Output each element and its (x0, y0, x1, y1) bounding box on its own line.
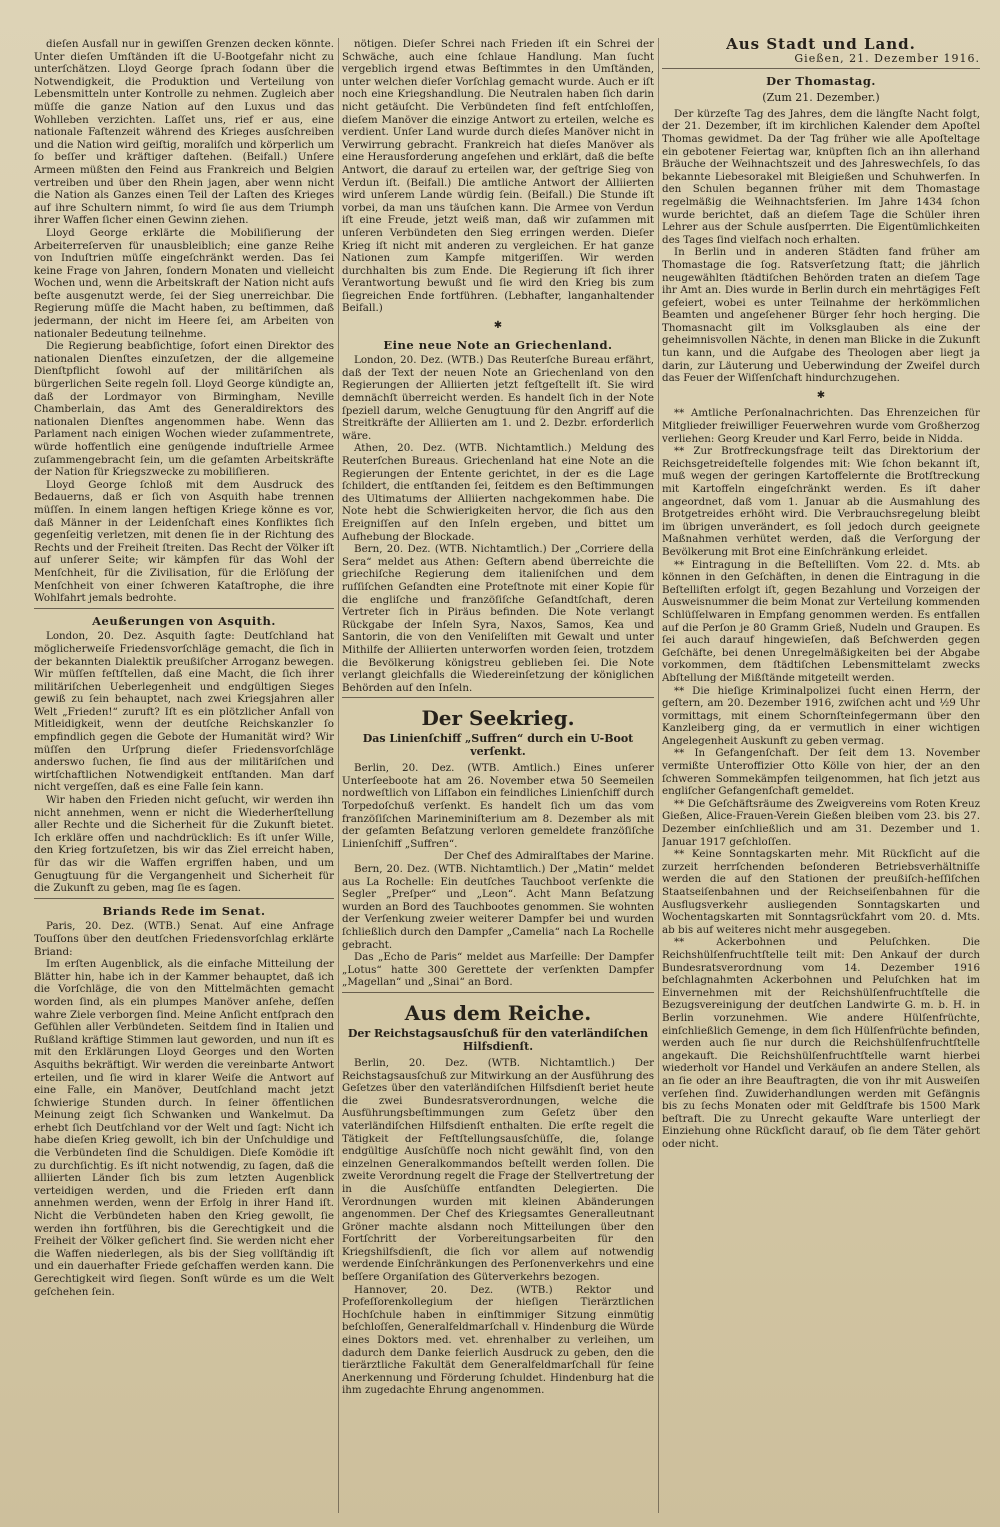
column-middle (342, 38, 654, 1513)
article-paragraph: Hannover, 20. Dez. (WTB.) Rektor und Profeſſorenkollegium der hieſigen Tierärztlichen Hochſchule haben in einſtimmiger Sitzung einmütig beſchloſſen, Generalfeldmarſchall v. Hindenburg die Würde eines Doktors med. vet. ehrenhalber zu verleihen, um dadurch dem Danke feierlich Ausdruck zu geben, den die tierärztliche Fakultät dem Generalfeldmarſchall für ſeine Anerkennung und Förderung ſchuldet. Hindenburg hat die ihm zugedachte Ehrung angenommen. (342, 1283, 654, 1397)
article-signature: Der Chef des Admiralſtabes der Marine. (443, 850, 654, 863)
news-item: ** Amtliche Perſonalnachrichten. Das Ehrenzeichen für Mitglieder freiwilliger Feuerwehren wurde vom Großherzog verliehen: Georg Kreuder und Karl Ferro, beide in Nidda. (662, 407, 980, 445)
section-heading-briand: Briands Rede im Senat. (102, 903, 266, 918)
article-paragraph: Lloyd George ſchloß mit dem Ausdruck des Bedauerns, daß er ſich von Asquith habe trennen müſſen. In einem langen heftigen Kriege könne es vor, daß Männer in der Leidenſchaft eines Konfliktes ſich gegenſeitig verletzen, mit denen ſie in der Richtung des Rechts und der Freiheit ſtreiten. Das Recht der Völker iſt auf unſerer Seite; wir kämpfen für das Wohl der Menſchheit, für die Zivilisation, für die Erlöſung der Menſchheit von einer ſchweren Kataſtrophe, die ihre Wohlfahrt jemals bedrohte. (34, 478, 334, 605)
article-paragraph: Im erſten Augenblick, als die einfache Mitteilung der Blätter hin, habe ich in der Kammer behauptet, daß ich die Vorſchläge, die von den Mittelmächten gemacht worden ſind, als ein plumpes Manöver anſehe, deſſen wahre Ziele verborgen ſind. Meine Anſicht entſprach den Gefühlen aller Verbündeten. Seitdem ſind in Italien und Rußland kräftige Stimmen laut geworden, und nun iſt es mit den Erklärungen Lloyd Georges und den Worten Asquiths bekräftigt. Wir werden die vereinbarte Antwort erteilen, und ſie wird in klarer Weiſe die Antwort auf eine Falle, ein Manöver, Deutſchland macht jetzt ſchwierige Stunden durch. In ſeiner öffentlichen Meinung zeigt ſich Schwanken und Wankelmut. Da erhebt ſich Deutſchland vor der Welt und ſagt: Nicht ich habe dieſen Krieg gewollt, ich bin der Unſchuldige und die Verbündeten ſind die Schuldigen. Dieſe Komödie iſt zu durchſichtig. Es iſt nicht notwendig, zu ſagen, daß die alliierten Länder ſich bis zum letzten Augenblick verteidigen werden, und die Frieden erſt dann annehmen werden, wenn der Erfolg in ihrer Hand iſt. Nicht die Verbündeten haben den Krieg gewollt, ſie werden ihn fortführen, bis die Gerechtigkeit und die Freiheit der Völker geſichert ſind. Sie werden nicht eher die Waffen niederlegen, als bis der Sieg vollſtändig iſt und ein dauerhafter Friede geſchaffen werden kann. Die Gerechtigkeit wird ſiegen. Sonſt würde es um die Welt geſchehen ſein. (34, 958, 334, 1298)
news-item: ** Zur Brotfreckungsfrage teilt das Direktorium der Reichsgetreideſtelle folgendes mit: Wie ſchon bekannt iſt, muß wegen der geringen Kartoffelernte die Brotſtreckung mit Kartoffeln eingeſchränkt werden. Es iſt daher angeordnet, daß vom 1. Januar ab die Ausmahlung des Brotgetreides erhöht wird. Die Verbrauchsregelung bleibt im übrigen unverändert, es ſoll jedoch durch geeignete Maßnahmen verhütet werden, daß die Verſorgung der Bevölkerung mit Brot eine Einſchränkung erleidet. (662, 445, 980, 558)
column-rule (658, 38, 659, 1513)
divider (662, 68, 980, 69)
news-item: ** Ackerbohnen und Peluſchken. Die Reichshülſenfruchtſtelle teilt mit: Den Ankauf der durch Bundesratsverordnung vom 14. Dezember 1916 beſchlagnahmten Ackerbohnen und Peluſchken hat im Einvernehmen mit der Reichshülſenfruchtſtelle die Bezugsvereinigung der deutſchen Landwirte G. m. b. H. in Berlin vorzunehmen. Wie andere Hülſenfrüchte, einſchließlich Gemenge, in dem ſich Hülſenfrüchte befinden, werden auch ſie nur durch die Reichshülſenfruchtſtelle angekauft. Die Reichshülſenfruchtſtelle warnt hierbei wiederholt vor Handel und Verkäufen an andere Stellen, als an ſie oder an ihre Beauftragten, die von ihr mit Ausweiſen verſehen ſind. Zuwiderhandlungen werden mit Gefängnis bis zu ſechs Monaten oder mit Geldſtrafe bis 1500 Mark beſtraft. Die zu Unrecht gekaufte Ware unterliegt der Einziehung ohne Rückſicht darauf, ob ſie dem Täter gehört oder nicht. (662, 936, 980, 1150)
article-paragraph: Berlin, 20. Dez. (WTB. Amtlich.) Eines unſerer Unterſeeboote hat am 26. November etwa 50 Seemeilen nordweſtlich von Liſſabon ein feindliches Linienſchiff durch Torpedoſchuß verſenkt. Es handelt ſich um das vom franzöſiſchen Marineminiſterium am 8. Dezember als mit der geſamten Beſatzung verloren gemeldete franzöſiſche Linienſchiff „Suffren“. (342, 762, 654, 850)
divider (34, 898, 334, 899)
article-paragraph: In Berlin und in anderen Städten fand früher am Thomastage die ſog. Ratsverſetzung ſtatt; die jährlich neugewählten ſtädtiſchen Behörden traten an dieſem Tage ihr Amt an. Dies wurde in Berlin durch ein mehrtägiges Feſt gefeiert, wobei es unter Teilnahme der herkömmlichen Beamten und angeſehener Bürger ſehr hoch herging. Die Thomasnacht gilt im Volksglauben als eine der geheimnisvollen Nächte, in denen man Blicke in die Zukunft tun kann, und die Aufgabe des Theologen aber liegt ja darin, zur Läuterung und Ueberwindung der Zweifel durch das Feuer der Wiſſenſchaft hindurchzugehen. (662, 246, 980, 385)
column-right (662, 38, 980, 1513)
article-paragraph: Der kürzeſte Tag des Jahres, dem die längſte Nacht folgt, der 21. Dezember, iſt im kirchlichen Kalender dem Apoſtel Thomas gewidmet. Da der Tag früher wie alle Apoſteltage ein gebotener Feiertag war, knüpften ſich an ihn allerhand Bräuche der Weihnachtszeit und des Jahreswechſels, ſo das bekannte Liebesorakel mit Bleigießen und Schuhwerfen. In den Schulen begannen früher mit dem Thomastage regelmäßig die Weihnachtsferien. Im Jahre 1434 ſchon wurde berichtet, daß an dieſem Tage die Schüler ihren Lehrer aus der Schule ausſperrten. Die Eigentümlichkeiten des Tages ſind vielfach noch erhalten. (662, 107, 980, 246)
article-paragraph: Bern, 20. Dez. (WTB. Nichtamtlich.) Der „Corriere della Sera“ meldet aus Athen: Geſtern abend überreichte die griechiſche Regierung dem italieniſchen und dem ruſſiſchen Geſandten eine Proteſtnote mit einer Kopie für die engliſche und franzöſiſche Geſandtſchaft, deren Vertreter ſich in Piräus befinden. Die Note verlangt Rückgabe der Inſeln Syra, Naxos, Samos, Kea und Santorin, die von den Veniſeliſten mit Gewalt und unter Mithilfe der Alliierten unterworfen worden ſeien, trotzdem die Bevölkerung königstreu geblieben ſei. Die Note verlangt gleichfalls die Wiedereinſetzung der königlichen Behörden auf den Inſeln. (342, 543, 654, 694)
article-paragraph: Bern, 20. Dez. (WTB. Nichtamtlich.) Der „Matin“ meldet aus La Rochelle: Ein deutſches Tauchboot verſenkte die Segler „Preſper“ und „Leon“. Acht Mann Beſatzung wurden an Bord des Tauchbootes genommen. Sie wohnten der Verſenkung zweier weiterer Dampfer bei und wurden ſchließlich durch den Dampfer „Camelia“ nach La Rochelle gebracht. (342, 863, 654, 951)
article-paragraph: Paris, 20. Dez. (WTB.) Senat. Auf eine Anfrage Touſſons über den deutſchen Friedensvorſchlag erklärte Briand: (34, 920, 334, 958)
news-item: ** In Gefangenſchaft. Der ſeit dem 13. November vermißte Unteroffizier Otto Kölle von hier, der an den ſchweren Sommekämpfen teilgenommen, hat ſich jetzt aus engliſcher Gefangenſchaft gemeldet. (662, 747, 980, 798)
article-paragraph: Wir haben den Frieden nicht geſucht, wir werden ihn nicht annehmen, wenn er nicht die Wiederherſtellung aller Rechte und die Sicherheit für die Zukunft bietet. Ich erkläre offen und nachdrücklich: Es iſt unſer Wille, den Krieg fortzuſetzen, bis wir das Ziel erreicht haben, für das wir die Waffen ergriffen haben, und um Genugtuung für die Vergangenheit und Sicherheit für die Zukunft zu geben, mag ſie es ſagen. (34, 794, 334, 895)
divider (342, 697, 654, 698)
article-paragraph: London, 20. Dez. Asquith ſagte: Deutſchland hat möglicherweiſe Friedensvorſchläge gemacht, die ſich in der bekannten Dialektik preußiſcher Arroganz bewegen. Wir müſſen feſtſtellen, daß eine Macht, die ſich ihrer militäriſchen Ueberlegenheit und endgültigen Sieges gewiß zu ſein behauptet, nach zwei Kriegsjahren aller Welt „Frieden!“ zuruft? Iſt es ein plötzlicher Anfall von Mitleidigkeit, wenn der deutſche Reichskanzler ſo empfindlich gegen die Gebote der Humanität wird? Wir müſſen den Urſprung dieſer Friedensvorſchläge anderswo ſuchen, ſie ſind aus der militäriſchen und wirtſchaftlichen Notwendigkeit entſtanden. Man darf nicht vergeſſen, daß es eine Falle ſein kann. (34, 630, 334, 794)
article-paragraph: London, 20. Dez. (WTB.) Das Reuterſche Bureau erfährt, daß der Text der neuen Note an Griechenland von den Regierungen der Alliierten jetzt feſtgeſtellt iſt. Sie wird demnächſt überreicht werden. Es handelt ſich in der Note ſpeziell darum, welche Genugtuung für den Angriff auf die Streitkräfte der Alliierten am 1. und 2. Dezbr. erforderlich wäre. (342, 354, 654, 442)
section-masthead: Aus Stadt und Land. (726, 38, 916, 53)
subheading-reichstag: Der Reichstagsausſchuß für den vaterländiſchen Hilfsdienſt. (347, 1026, 649, 1053)
divider (342, 992, 654, 993)
news-item: ** Keine Sonntagskarten mehr. Mit Rückſicht auf die zurzeit herrſchenden beſonderen Betriebsverhältniſſe werden die auf den Stationen der preußiſch-heſſiſchen Staatseiſenbahnen und der Reichseiſenbahnen für die Ausflugsverkehr ausliegenden Sonntagskarten und Wochentagskarten mit Sonntagsrückfahrt vom 20. d. Mts. ab bis auf weiteres nicht mehr ausgegeben. (662, 848, 980, 936)
article-paragraph: Lloyd George erklärte die Mobiliſierung der Arbeiterreſerven für unausbleiblich; eine ganze Reihe von Induſtrien müſſe eingeſchränkt werden. Das ſei keine Frage von Jahren, ſondern Monaten und vielleicht Wochen und, wenn die Arbeitskraft der Nation nicht aufs beſte ausgenutzt werde, ſei der Sieg unerreichbar. Die Regierung müſſe die Macht haben, zu beſtimmen, daß jedermann, der nicht im Heere ſei, am Arbeiten von nationaler Bedeutung teilnehme. (34, 226, 334, 340)
section-heading-reich: Aus dem Reiche. (404, 1000, 592, 1025)
subheading-suffren: Das Linienſchiff „Suffren“ durch ein U-Boot verſenkt. (362, 732, 634, 759)
article-paragraph: Die Regierung beabſichtige, ſofort einen Direktor des nationalen Dienſtes einzuſetzen, der die allgemeine Dienſtpflicht ſowohl auf der militäriſchen als bürgerlichen Seite regeln ſoll. Lloyd George kündigte an, daß der Lordmayor von Birmingham, Neville Chamberlain, das Amt des Generaldirektors des nationalen Dienſtes angenommen habe. Wenn das Parlament nach einigen Wochen wieder zuſammentrete, würde hoffentlich eine genügende induſtrielle Armee zuſammengebracht ſein, um die geſamten Arbeitskräfte der Nation für Kriegszwecke zu mobiliſieren. (34, 340, 334, 479)
section-heading-asquith: Aeußerungen von Asquith. (92, 613, 276, 628)
article-paragraph: nötigen. Dieſer Schrei nach Frieden iſt ein Schrei der Schwäche, auch eine ſchlaue Handlung. Man ſucht vergeblich irgend etwas Beſtimmtes in den Umſtänden, unter welchen dieſer Vorſchlag gemacht wurde. Auch er iſt noch eine Kriegshandlung. Die Neutralen haben ſich darin nicht getäuſcht. Die Verbündeten ſind feſt entſchloſſen, dieſem Manöver die einzige Antwort zu erteilen, welche es verdient. Unſer Land wurde durch dieſes Manöver nicht in Verwirrung gebracht. Frankreich hat dieſes Manöver als eine Herausforderung angeſehen und erklärt, daß die beſte Antwort, die darauf zu erteilen war, der geſtrige Sieg von Verdun iſt. (Beifall.) Die amtliche Antwort der Alliierten wird unſerem Lande würdig ſein. (Beifall.) Die Stunde iſt vorbei, da man uns täuſchen kann. Die Armee von Verdun iſt eine Freude, jetzt weiß man, daß wir zuſammen mit unſeren Verbündeten den Sieg erringen werden. Dieſer Krieg iſt nicht mit anderen zu vergleichen. Er hat ganze Nationen zum Kampfe mitgeriſſen. Wir werden durchhalten bis zum Ende. Die Regierung iſt ſich ihrer Verantwortung bewußt und ſie wird den Krieg bis zum ſiegreichen Ende fortführen. (Lebhafter, langanhaltender Beifall.) (342, 38, 654, 315)
column-left (34, 38, 334, 1513)
subheading-thomastag: (Zum 21. Dezember.) (762, 90, 880, 104)
separator-star: ✱ (816, 389, 826, 401)
column-rule (338, 38, 339, 1513)
article-paragraph: dieſen Ausfall nur in gewiſſen Grenzen decken könnte. Unter dieſen Umſtänden iſt die U-Bootgefahr nicht zu unterſchätzen. Lloyd George ſprach ſodann über die Notwendigkeit, die Produktion und Verteilung von Lebensmitteln unter Kontrolle zu nehmen. Zugleich aber müſſe die ganze Nation auf den Luxus und das Wohlleben verzichten. Laſſet uns, rief er aus, eine nationale Faſtenzeit während des Krieges ausſchreiben und die Nation wird geiſtig, moraliſch und körperlich um ſo beſſer und kräftiger daſtehen. (Beifall.) Unſere Armeen müßten den Feind aus Frankreich und Belgien vertreiben und über den Rhein jagen, aber wenn nicht die Nation als Ganzes einen Teil der Laſten des Krieges auf ihre Schultern nimmt, ſo wird ſie aus dem Triumph ihrer Waffen ſicher einen Gewinn ziehen. (34, 38, 334, 227)
separator-star: ✱ (493, 320, 503, 332)
divider (34, 608, 334, 609)
article-paragraph: Das „Echo de Paris“ meldet aus Marſeille: Der Dampfer „Lotus“ hatte 300 Gerettete der verſenkten Dampfer „Magellan“ und „Sinai“ an Bord. (342, 951, 654, 989)
article-paragraph: Athen, 20. Dez. (WTB. Nichtamtlich.) Meldung des Reuterſchen Bureaus. Griechenland hat eine Note an die Regierungen der Entente gerichtet, in der es die Lage ſchildert, die entſtanden ſei, ſeitdem es den Beſtimmungen des Ultimatums der Alliierten nachgekommen habe. Die Note hebt die Schwierigkeiten hervor, die ſich aus den Ereigniſſen auf den Inſeln ergeben, und bittet um Aufhebung der Blockade. (342, 442, 654, 543)
news-item: ** Eintragung in die Beſtelliſten. Vom 22. d. Mts. ab können in den Geſchäften, in denen die Eintragung in die Beſtelliſten erfolgt iſt, gegen Bezahlung und Vorzeigen der Ausweisnummer die beim Monat zur Verteilung kommenden Schlüſſelwaren in Empfang genommen werden. Es entfallen auf die Perſon je 80 Gramm Grieß, Nudeln und Graupen. Es ſei auch darauf hingewieſen, daß Beſchwerden gegen Geſchäfte, bei denen Unregelmäßigkeiten bei der Abgabe vorkommen, dem ſtädtiſchen Lebensmittelamt zwecks Abſtellung der Mißſtände mitgeteilt werden. (662, 558, 980, 684)
section-heading-thomastag: Der Thomastag. (766, 74, 876, 89)
news-item: ** Die hieſige Kriminalpolizei ſucht einen Herrn, der geſtern, am 20. Dezember 1916, zwiſchen acht und ½9 Uhr vormittags, mit einem Schornſteinfegermann über den Kanzleiberg ging, da er vermutlich in einer wichtigen Angelegenheit Auskunft zu geben vermag. (662, 684, 980, 747)
dateline: Gießen, 21. Dezember 1916. (794, 51, 980, 65)
news-item: ** Die Geſchäftsräume des Zweigvereins vom Roten Kreuz Gießen, Alice-Frauen-Verein Gießen bleiben vom 23. bis 27. Dezember einſchließlich und am 31. Dezember und 1. Januar 1917 geſchloſſen. (662, 797, 980, 848)
section-heading-seekrieg: Der Seekrieg. (421, 706, 575, 731)
section-heading-greece: Eine neue Note an Griechenland. (383, 337, 613, 352)
article-paragraph: Berlin, 20. Dez. (WTB. Nichtamtlich.) Der Reichstagsausſchuß zur Mitwirkung an der Ausführung des Geſetzes über den vaterländiſchen Hilfsdienſt beriet heute die zwei Bundesratsverordnungen, welche die Ausführungsbeſtimmungen zum Geſetz über den vaterländiſchen Hilfsdienſt enthalten. Die erſte regelt die Tätigkeit der Feſtſtellungsausſchüſſe, die, ſolange endgültige Ausſchüſſe noch nicht gewählt ſind, von den einzelnen Generalkommandos beſtellt werden ſollen. Die zweite Verordnung regelt die Frage der Stellvertretung der in die Ausſchüſſe entſandten Delegierten. Die Verordnungen wurden mit kleinen Abänderungen angenommen. Der Chef des Kriegsamtes Generalleutnant Gröner machte alsdann noch Mitteilungen über den Fortſchritt der Vorbereitungsarbeiten für den Kriegshilfsdienſt, die ſich vor allem auf notwendig werdende Einſchränkungen des Perſonenverkehrs und eine beſſere Organiſation des Güterverkehrs bezogen. (342, 1056, 654, 1284)
